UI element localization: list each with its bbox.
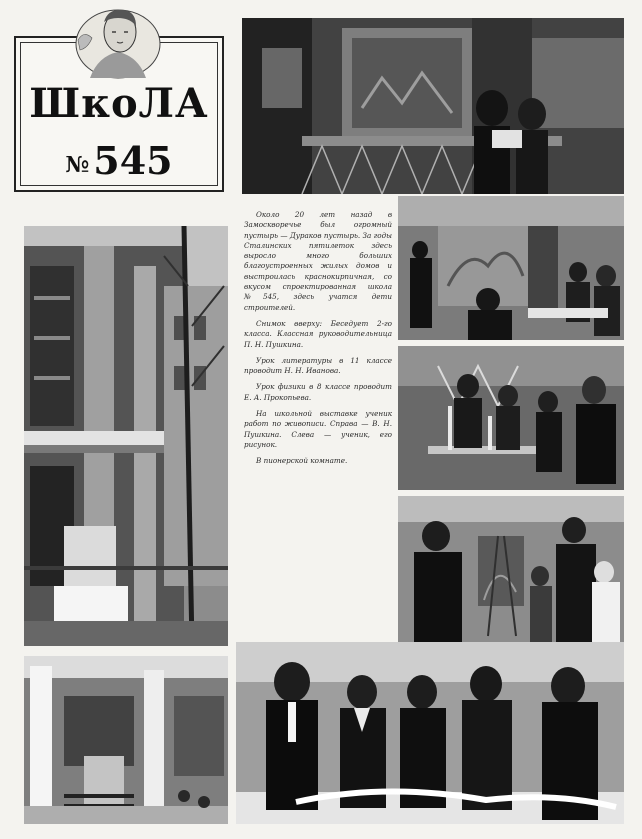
classroom-lesson-photo xyxy=(398,196,624,340)
page-title: ШкоЛА xyxy=(29,80,209,127)
school-building-photo xyxy=(24,226,228,646)
school-number xyxy=(16,138,222,183)
school-number-value: 545 xyxy=(93,138,173,183)
physics-lab-photo xyxy=(398,346,624,490)
number-sign: № xyxy=(65,151,90,178)
hallway-staircase-photo xyxy=(242,18,624,194)
article-paragraph: Около 20 лет назад в Замоскворечье был огромный пустырь — Дураков пустырь. За годы Сталинских пятилеток здесь выросло много больших благоустроенных жилых домов и выстроилась краснокирпичная, со вкусом спроектированная школа №545, здесь учатся дети строителей. xyxy=(244,210,392,312)
lobby-columns-photo xyxy=(24,656,228,824)
caption-4: На школьной выставке ученик работ по живописи. Справа — В. Н. Пушкина. Слева — ученик, его рисунок. xyxy=(244,409,392,449)
caption-3: Урок физики в 8 классе проводит Е. А. Прокопьева. xyxy=(244,382,392,402)
caption-2: Урок литературы в 11 классе проводит Н. Н. Иванова. xyxy=(244,355,392,376)
portrait-emblem xyxy=(68,0,168,80)
caption-1: Снимок вверху: Беседует 2-го класса. Классная руководительница П. Н. Пушкина. xyxy=(244,318,392,349)
caption-5: В пионерской комнате. xyxy=(256,456,348,466)
art-class-photo xyxy=(398,496,624,642)
students-group-photo xyxy=(236,642,624,824)
article-text xyxy=(244,210,392,640)
